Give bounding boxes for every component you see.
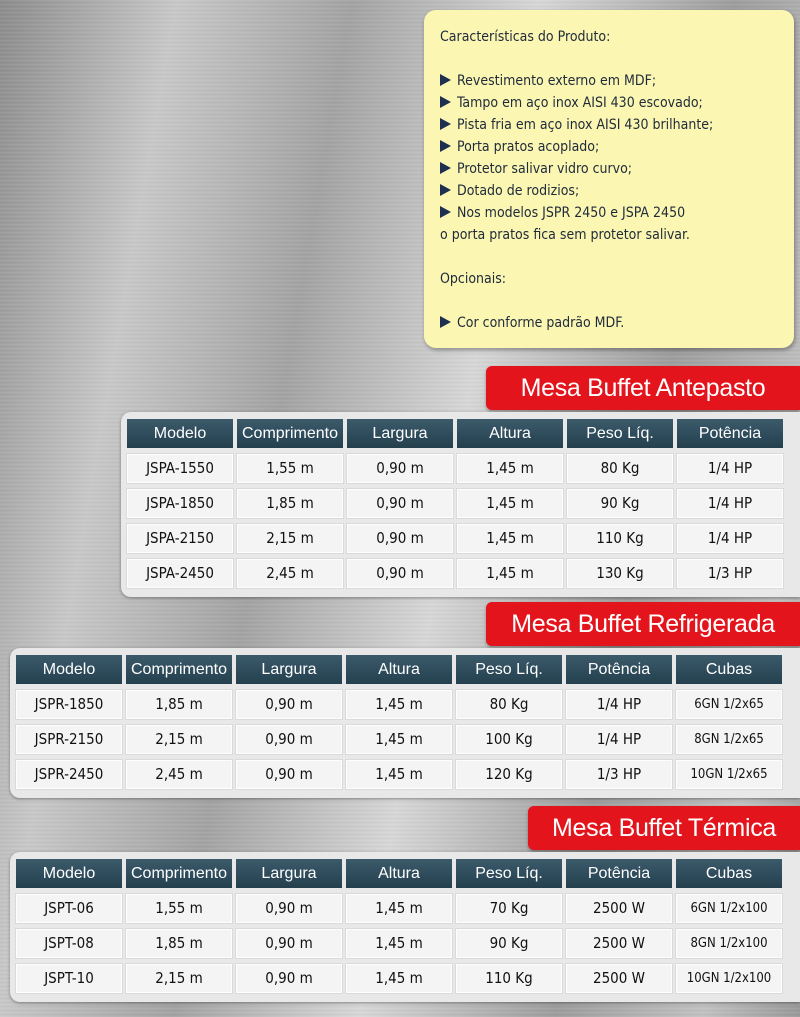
column-header: Peso Líq. — [567, 419, 673, 448]
triangle-bullet-icon — [440, 140, 451, 152]
triangle-bullet-icon — [440, 162, 451, 174]
table-cell: 110 Kg — [567, 524, 673, 553]
table-cell: 0,90 m — [236, 760, 342, 789]
table-row — [16, 757, 794, 792]
triangle-bullet-icon — [440, 184, 451, 196]
column-header: Altura — [457, 419, 563, 448]
characteristic-item: Revestimento externo em MDF; — [440, 70, 780, 92]
table-row — [127, 451, 794, 486]
table-row — [16, 891, 794, 926]
column-header: Cubas — [676, 859, 782, 888]
termica-title: Mesa Buffet Térmica — [528, 806, 800, 850]
column-header: Modelo — [16, 859, 122, 888]
table-cell: 2500 W — [566, 894, 672, 923]
table-cell: JSPA-2450 — [127, 559, 233, 588]
table-cell: JSPA-2150 — [127, 524, 233, 553]
characteristic-item: Nos modelos JSPR 2450 e JSPA 2450 — [440, 202, 780, 224]
characteristic-item: Tampo em aço inox AISI 430 escovado; — [440, 92, 780, 114]
table-row — [127, 556, 794, 591]
table-cell: JSPA-1850 — [127, 489, 233, 518]
column-header: Comprimento — [126, 859, 232, 888]
table-row — [16, 722, 794, 757]
table-cell: 2500 W — [566, 929, 672, 958]
characteristic-item: Porta pratos acoplado; — [440, 136, 780, 158]
table-cell: 1/4 HP — [677, 454, 783, 483]
table-cell: 0,90 m — [236, 725, 342, 754]
table-cell: 1,45 m — [346, 760, 452, 789]
optionals-title: Opcionais: — [440, 271, 507, 287]
column-header: Potência — [566, 655, 672, 684]
table-cell: 1,45 m — [346, 894, 452, 923]
triangle-bullet-icon — [440, 206, 451, 218]
table-cell: 2500 W — [566, 964, 672, 993]
table-cell: 1,85 m — [126, 929, 232, 958]
table-cell: 1/3 HP — [566, 760, 672, 789]
table-cell: 70 Kg — [456, 894, 562, 923]
table-cell: 2,15 m — [126, 964, 232, 993]
table-row — [16, 687, 794, 722]
triangle-bullet-icon — [440, 118, 451, 130]
characteristic-item: Dotado de rodizios; — [440, 180, 780, 202]
table-cell: 90 Kg — [567, 489, 673, 518]
column-header: Largura — [347, 419, 453, 448]
table-cell: 10GN 1/2x100 — [676, 964, 782, 993]
column-header: Modelo — [16, 655, 122, 684]
table-cell: 90 Kg — [456, 929, 562, 958]
table-cell: 0,90 m — [236, 929, 342, 958]
table-cell: 0,90 m — [347, 489, 453, 518]
table-cell: 1,55 m — [126, 894, 232, 923]
column-header: Peso Líq. — [456, 655, 562, 684]
table-cell: 1/4 HP — [566, 690, 672, 719]
table-row — [16, 926, 794, 961]
characteristic-item: Protetor salivar vidro curvo; — [440, 158, 780, 180]
table-cell: 0,90 m — [347, 524, 453, 553]
table-cell: 1,45 m — [457, 489, 563, 518]
column-header: Altura — [346, 655, 452, 684]
column-header: Largura — [236, 655, 342, 684]
table-row — [16, 961, 794, 996]
table-cell: 1,45 m — [346, 725, 452, 754]
table-cell: JSPR-2150 — [16, 725, 122, 754]
characteristic-continuation: o porta pratos fica sem protetor salivar. — [440, 227, 690, 243]
table-cell: 1,45 m — [457, 454, 563, 483]
table-cell: 1/4 HP — [677, 489, 783, 518]
characteristic-item: Pista fria em aço inox AISI 430 brilhante; — [440, 114, 780, 136]
column-header: Peso Líq. — [456, 859, 562, 888]
table-cell: JSPT-10 — [16, 964, 122, 993]
characteristics-title: Características do Produto: — [440, 29, 611, 45]
table-cell: 1/4 HP — [677, 524, 783, 553]
table-cell: 1,45 m — [346, 690, 452, 719]
optional-item: Cor conforme padrão MDF. — [440, 312, 780, 334]
table-cell: 6GN 1/2x65 — [676, 690, 782, 719]
table-cell: JSPA-1550 — [127, 454, 233, 483]
table-cell: 2,45 m — [126, 760, 232, 789]
table-cell: 8GN 1/2x65 — [676, 725, 782, 754]
table-cell: 80 Kg — [567, 454, 673, 483]
table-row — [127, 486, 794, 521]
table-cell: 2,45 m — [237, 559, 343, 588]
table-header-row — [16, 856, 794, 891]
column-header: Altura — [346, 859, 452, 888]
table-header-row — [127, 416, 794, 451]
table-cell: 2,15 m — [237, 524, 343, 553]
table-cell: 2,15 m — [126, 725, 232, 754]
product-characteristics-card — [424, 10, 794, 348]
table-cell: 1/4 HP — [566, 725, 672, 754]
table-cell: 1,45 m — [346, 929, 452, 958]
table-cell: 120 Kg — [456, 760, 562, 789]
table-cell: JSPT-06 — [16, 894, 122, 923]
table-cell: 0,90 m — [347, 454, 453, 483]
table-cell: JSPR-1850 — [16, 690, 122, 719]
table-cell: 0,90 m — [347, 559, 453, 588]
table-cell: 1,45 m — [457, 524, 563, 553]
column-header: Comprimento — [126, 655, 232, 684]
triangle-bullet-icon — [440, 316, 451, 328]
table-cell: 130 Kg — [567, 559, 673, 588]
table-cell: 1,85 m — [126, 690, 232, 719]
table-cell: 80 Kg — [456, 690, 562, 719]
column-header: Potência — [677, 419, 783, 448]
table-cell: 110 Kg — [456, 964, 562, 993]
antepasto-table — [121, 412, 800, 597]
column-header: Cubas — [676, 655, 782, 684]
column-header: Comprimento — [237, 419, 343, 448]
refrigerada-title: Mesa Buffet Refrigerada — [486, 602, 800, 646]
table-cell: 1,45 m — [346, 964, 452, 993]
table-cell: 1/3 HP — [677, 559, 783, 588]
table-cell: JSPT-08 — [16, 929, 122, 958]
refrigerada-table — [10, 648, 800, 798]
table-cell: 0,90 m — [236, 964, 342, 993]
column-header: Largura — [236, 859, 342, 888]
antepasto-title: Mesa Buffet Antepasto — [486, 366, 800, 410]
triangle-bullet-icon — [440, 96, 451, 108]
table-cell: 100 Kg — [456, 725, 562, 754]
table-cell: 10GN 1/2x65 — [676, 760, 782, 789]
termica-table — [10, 852, 800, 1002]
table-cell: 8GN 1/2x100 — [676, 929, 782, 958]
table-cell: JSPR-2450 — [16, 760, 122, 789]
column-header: Modelo — [127, 419, 233, 448]
triangle-bullet-icon — [440, 74, 451, 86]
table-cell: 6GN 1/2x100 — [676, 894, 782, 923]
table-cell: 1,85 m — [237, 489, 343, 518]
column-header: Potência — [566, 859, 672, 888]
table-cell: 1,45 m — [457, 559, 563, 588]
table-row — [127, 521, 794, 556]
table-cell: 0,90 m — [236, 690, 342, 719]
table-cell: 0,90 m — [236, 894, 342, 923]
table-header-row — [16, 652, 794, 687]
table-cell: 1,55 m — [237, 454, 343, 483]
